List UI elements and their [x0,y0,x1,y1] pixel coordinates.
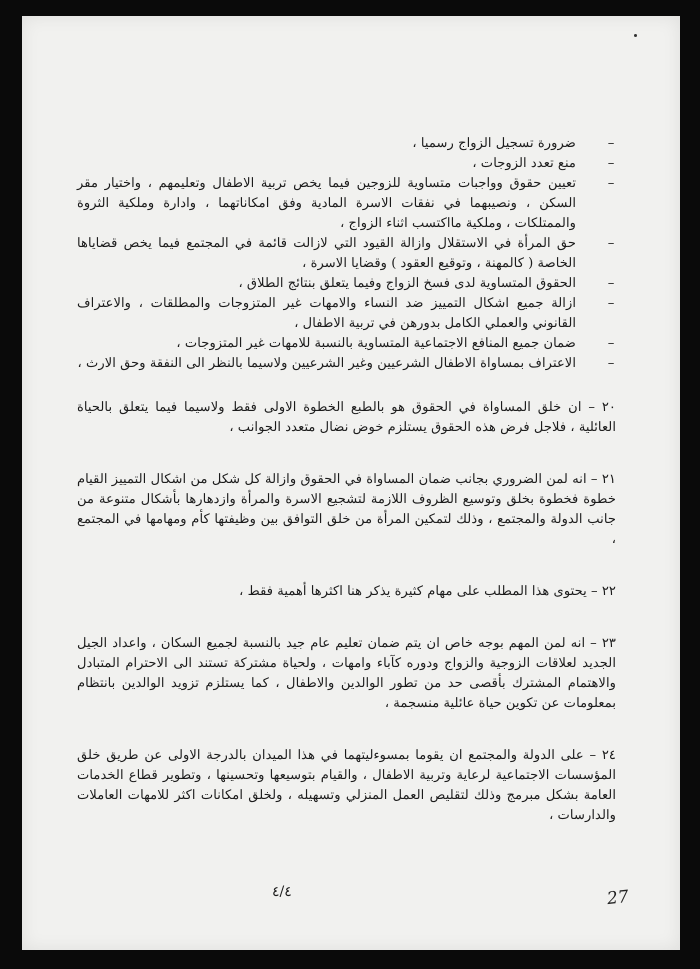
list-dash: – [607,276,615,291]
ink-speck [634,34,637,37]
list-item-text: منع تعدد الزوجات ، [472,156,576,171]
list-item-text: ضرورة تسجيل الزواج رسميا ، [412,136,576,151]
list-dash: – [607,296,615,311]
page-number: ٤/٤ [272,884,292,900]
list-item [77,354,620,374]
list-item-text: حق المرأة في الاستقلال وازالة القيود التي لازالت قائمة في المجتمع فيما يخص قضاياها الخاصة ( كالمهنة ، وتوقيع العقود ) وقضايا الاسرة ، [77,236,576,271]
list-item [77,154,620,174]
list-item-text: ضمان جميع المنافع الاجتماعية المتساوية بالنسبة للامهات غير المتزوجات ، [176,336,576,351]
list-item [77,274,620,294]
list-dash: – [607,236,615,251]
list-dash: – [607,356,615,371]
paragraph-24: ٢٤ – على الدولة والمجتمع ان يقوما بمسوءليتهما في هذا الميدان بالدرجة الاولى عن طريق خلق المؤسسات الاجتماعية لرعاية وتربية الاطفال ، والقيام بتوسيعها وتحسينها ، وتطوير قطاع الخدمات العامة بشكل مبرمج وذلك لتقليص العمل المنزلي وتسهيله ، ولخلق امكانات اكثر للامهات العاملات والدارسات ، [77,748,616,823]
list-item-text: الحقوق المتساوية لدى فسخ الزواج وفيما يتعلق بنتائج الطلاق ، [238,276,576,291]
list-dash: – [607,156,615,171]
document-body [77,134,620,826]
list-item-text: الاعتراف بمساواة الاطفال الشرعيين وغير الشرعيين ولاسيما بالنظر الى النفقة وحق الارث ، [77,356,576,371]
demands-list [77,134,620,374]
list-item-text: تعيين حقوق وواجبات متساوية للزوجين فيما يخص تربية الاطفال وتعليمهم ، واختيار مقر السكن ، ونصيبهما في نفقات الاسرة المادية وفق امكاناتهما ، وادارة وملكية الثروة والممتلكات ، وملكية مااكتسب اثناء الزواج ، [77,176,576,231]
list-item [77,134,620,154]
list-dash: – [607,136,615,151]
list-item [77,334,620,354]
list-item [77,294,620,334]
paragraph-21: ٢١ – انه لمن الضروري بجانب ضمان المساواة في الحقوق وازالة كل شكل من اشكال التمييز القيام خطوة فخطوة بخلق وتوسيع الظروف اللازمة لتشجيع الاسرة والمرأة وازدهارها بأشكال متنوعة من جانب الدولة والمجتمع ، وذلك لتمكين المرأة من خلق التوافق بين وظيفتها كأم ومهامها في المجتمع ، [77,472,616,547]
paragraph-20: ٢٠ – ان خلق المساواة في الحقوق هو بالطبع الخطوة الاولى فقط ولاسيما فيما يتعلق بالحياة العائلية ، فلاجل فرض هذه الحقوق يستلزم خوض نضال متعدد الجوانب ، [77,400,617,435]
list-item [77,174,620,234]
list-dash: – [607,336,615,351]
document-page [22,16,680,950]
list-item [77,234,620,274]
list-item-text: ازالة جميع اشكال التمييز ضد النساء والامهات غير المتزوجات والمطلقات ، والاعتراف القانوني والعملي الكامل بدورهن في تربية الاطفال ، [77,296,576,331]
list-dash: – [607,176,615,191]
handwritten-page-mark: 27 [606,886,630,910]
paragraph-23: ٢٣ – انه لمن المهم بوجه خاص ان يتم ضمان تعليم عام جيد بالنسبة لجميع السكان ، واعداد الجيل الجديد لعلاقات الزوجية والزواج ودوره كآباء وامهات ، ولحياة مشتركة تستند الى الاحترام المتبادل والاهتمام المشترك بأقصى حد من تطور الوالدين والاطفال ، كما يستلزم تزويد الوالدين بانتظام بمعلومات عن تكوين حياة عائلية منسجمة ، [77,636,616,711]
paragraph-22: ٢٢ – يحتوى هذا المطلب على مهام كثيرة يذكر هنا اكثرها أهمية فقط ، [239,584,616,599]
